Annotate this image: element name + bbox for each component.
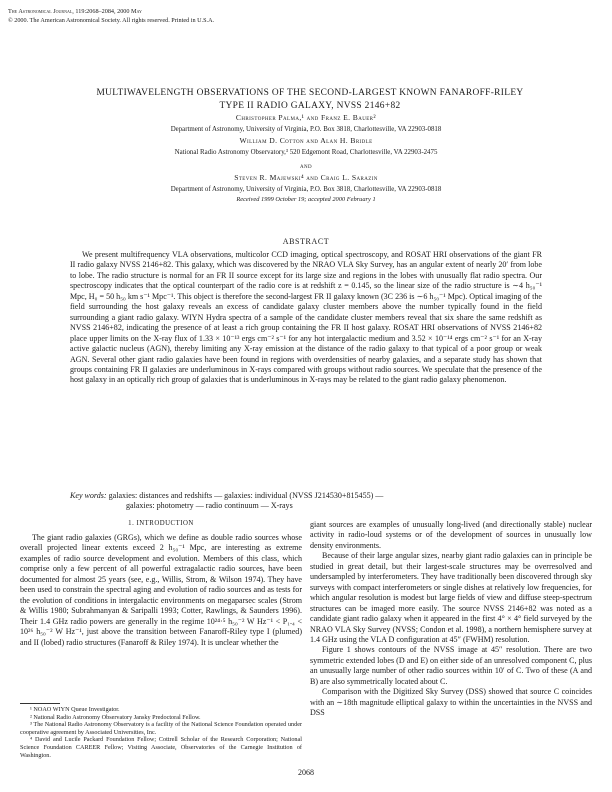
keywords [70,491,542,512]
authors-group-1: Christopher Palma,¹ and Franz E. Bauer² [235,113,377,122]
left-column [20,533,302,648]
intro-paragraph-3: Figure 1 shows contours of the NVSS image at 45″ resolution. There are two symmetric extended lobes (D and E) on either side of an unresolved component C, plus an unusually large number of other radio sources within 10′ of C. Two of these (A and B) are also symmetrically located about C. [310,645,592,686]
and-separator: and [299,161,313,170]
keywords-label: Key words: [70,491,107,500]
affiliation-2: National Radio Astronomy Observatory,³ 520 Edgemont Road, Charlottesville, VA 22903-2475 [174,149,438,156]
intro-paragraph-continued: giant sources are examples of unusually long-lived (and directionally stable) nuclear activity in radio-loud systems or of the development of sources in unusually low density environments. [310,520,592,550]
keywords-line-1: galaxies: distances and redshifts — galaxies: individual (NVSS J214530+815455) — [108,491,384,500]
right-column [310,520,592,719]
title-line-2: TYPE II RADIO GALAXY, NVSS 2146+82 [219,100,401,111]
affiliation-3: Department of Astronomy, University of Virginia, P.O. Box 3818, Charlottesville, VA 22903-0818 [170,186,442,193]
title-line-1: MULTIWAVELENGTH OBSERVATIONS OF THE SECOND-LARGEST KNOWN FANAROFF-RILEY [96,88,524,98]
abstract-text: We present multifrequency VLA observations, multicolor CCD imaging, optical spectroscopy, and ROSAT HRI observations of the giant FR II radio galaxy NVSS 2146+82. This galaxy, which was discovered by the NRAO VLA Sky Survey, has an angular extent of nearly 20′ from lobe to lobe. The radio structure is normal for an FR II source except for its large size and regions in the lobes with unusually flat radio spectra. Our spectroscopy indicates that the optical counterpart of the radio core is at redshift z = 0.145, so the linear size of the radio structure is ∼4 h₅₀⁻¹ Mpc, H₀ = 50 h₅₀ km s⁻¹ Mpc⁻¹. This object is therefore the second-largest FR II galaxy known (3C 236 is ∼6 h₅₀⁻¹ Mpc). Optical imaging of the field surrounding the host galaxy reveals an excess of candidate galaxy cluster members above the number typically found in the field surrounding a giant radio galaxy. WIYN Hydra spectra of a sample of the candidate cluster members reveal that six share the same redshift as NVSS 2146+82, indicating the presence of at least a rich group containing the FR II host galaxy. ROSAT HRI observations of NVSS 2146+82 place upper limits on the X-ray flux of 1.33 × 10⁻¹³ ergs cm⁻² s⁻¹ for any hot intergalactic medium and 3.52 × 10⁻¹⁴ ergs cm⁻² s⁻¹ for an X-ray active galactic nucleus (AGN), thereby limiting any X-ray emission at the distance of the radio galaxy to that typical of a poor group or weak AGN. Several other giant radio galaxies have been found in regions with overdensities of nearby galaxies, and a separate study has shown that groups containing FR II galaxies are underluminous in X-rays compared with groups without radio sources. We speculate that the presence of the host galaxy in an optically rich group of galaxies that is underluminous in X-rays may be related to the giant radio galaxy phenomenon. [70,250,542,385]
abstract-heading: ABSTRACT [282,237,330,246]
authors-group-3: Steven R. Majewski⁴ and Craig L. Sarazin [234,173,378,182]
footnote-4: ⁴ David and Lucile Packard Foundation Fellow; Cottrell Scholar of the Research Corporation; National Science Foundation CAREER Fellow; Visiting Associate, Observatories of the Carnegie Institution of Washington. [20,736,302,759]
page-number: 2068 [298,768,314,777]
intro-paragraph-1: The giant radio galaxies (GRGs), which we define as double radio sources whose overall projected linear extents exceed 2 h₅₀⁻¹ Mpc, are interesting as extreme examples of radio source development and evolution. Members of this class, which comprise only a few percent of all powerful extragalactic radio sources, have been documented for almost 25 years (see, e.g., Willis, Strom, & Wilson 1974). They have been used to constrain the spectral aging and evolution of radio sources and as tests for the evolution of conditions in intergalactic environments on megaparsec scales (Strom & Willis 1980; Subrahmanyan & Saripalli 1993; Cotter, Rawlings, & Saunders 1996). Their 1.4 GHz radio powers are generally in the regime 10²⁴·⁵ h₅₀⁻² W Hz⁻¹ < P₁.₄ < 10²⁶ h₅₀⁻² W Hz⁻¹, just above the transition between Fanaroff-Riley type I (plumed) and II (lobed) radio structures (Fanaroff & Riley 1974). It is unclear whether the [20,533,302,647]
footnote-3: ³ The National Radio Astronomy Observatory is a facility of the National Science Foundation operated under cooperative agreement by Associated Universities, Inc. [20,721,302,736]
footnote-2: ² National Radio Astronomy Observatory Jansky Predoctoral Fellow. [30,713,201,721]
footnotes [20,706,302,759]
section-heading-introduction: 1. INTRODUCTION [128,520,194,527]
footnote-rule [20,703,60,704]
received-date: Received 1999 October 19; accepted 2000 February 1 [236,196,376,203]
copyright-line: © 2000. The American Astronomical Society. All rights reserved. Printed in U.S.A. [8,17,215,24]
intro-paragraph-4: Comparison with the Digitized Sky Survey (DSS) showed that source C coincides with an ∼18th magnitude elliptical galaxy to within the uncertainties in the NVSS and DSS [310,687,592,718]
keywords-line-2: galaxies: photometry — radio continuum — X-rays [126,501,293,511]
paper-title [40,87,580,112]
authors-group-2: William D. Cotton and Alan H. Bridle [239,136,373,145]
footnote-1: ¹ NOAO WIYN Queue Investigator. [30,706,120,713]
intro-paragraph-2: Because of their large angular sizes, nearby giant radio galaxies can in principle be studied in great detail, but their largest-scale structures may be overresolved and undersampled by interferometers. They have traditionally been discovered through sky surveys with compact interferometers or single dishes at relatively low frequencies, for which angular resolution is modest but large fields of view and diffuse steep-spectrum structures can be imaged more easily. The source NVSS 2146+82 was noted as a candidate giant radio galaxy when it appeared in the first 4° × 4° field surveyed by the NRAO VLA Sky Survey (NVSS; Condon et al. 1998), a northern hemisphere survey at 1.4 GHz using the VLA D configuration at 45″ (FWHM) resolution. [310,551,592,644]
journal-header: The Astronomical Journal, 119:2068–2084, 2000 May [8,8,142,15]
affiliation-1: Department of Astronomy, University of Virginia, P.O. Box 3818, Charlottesville, VA 22903-0818 [170,126,442,133]
